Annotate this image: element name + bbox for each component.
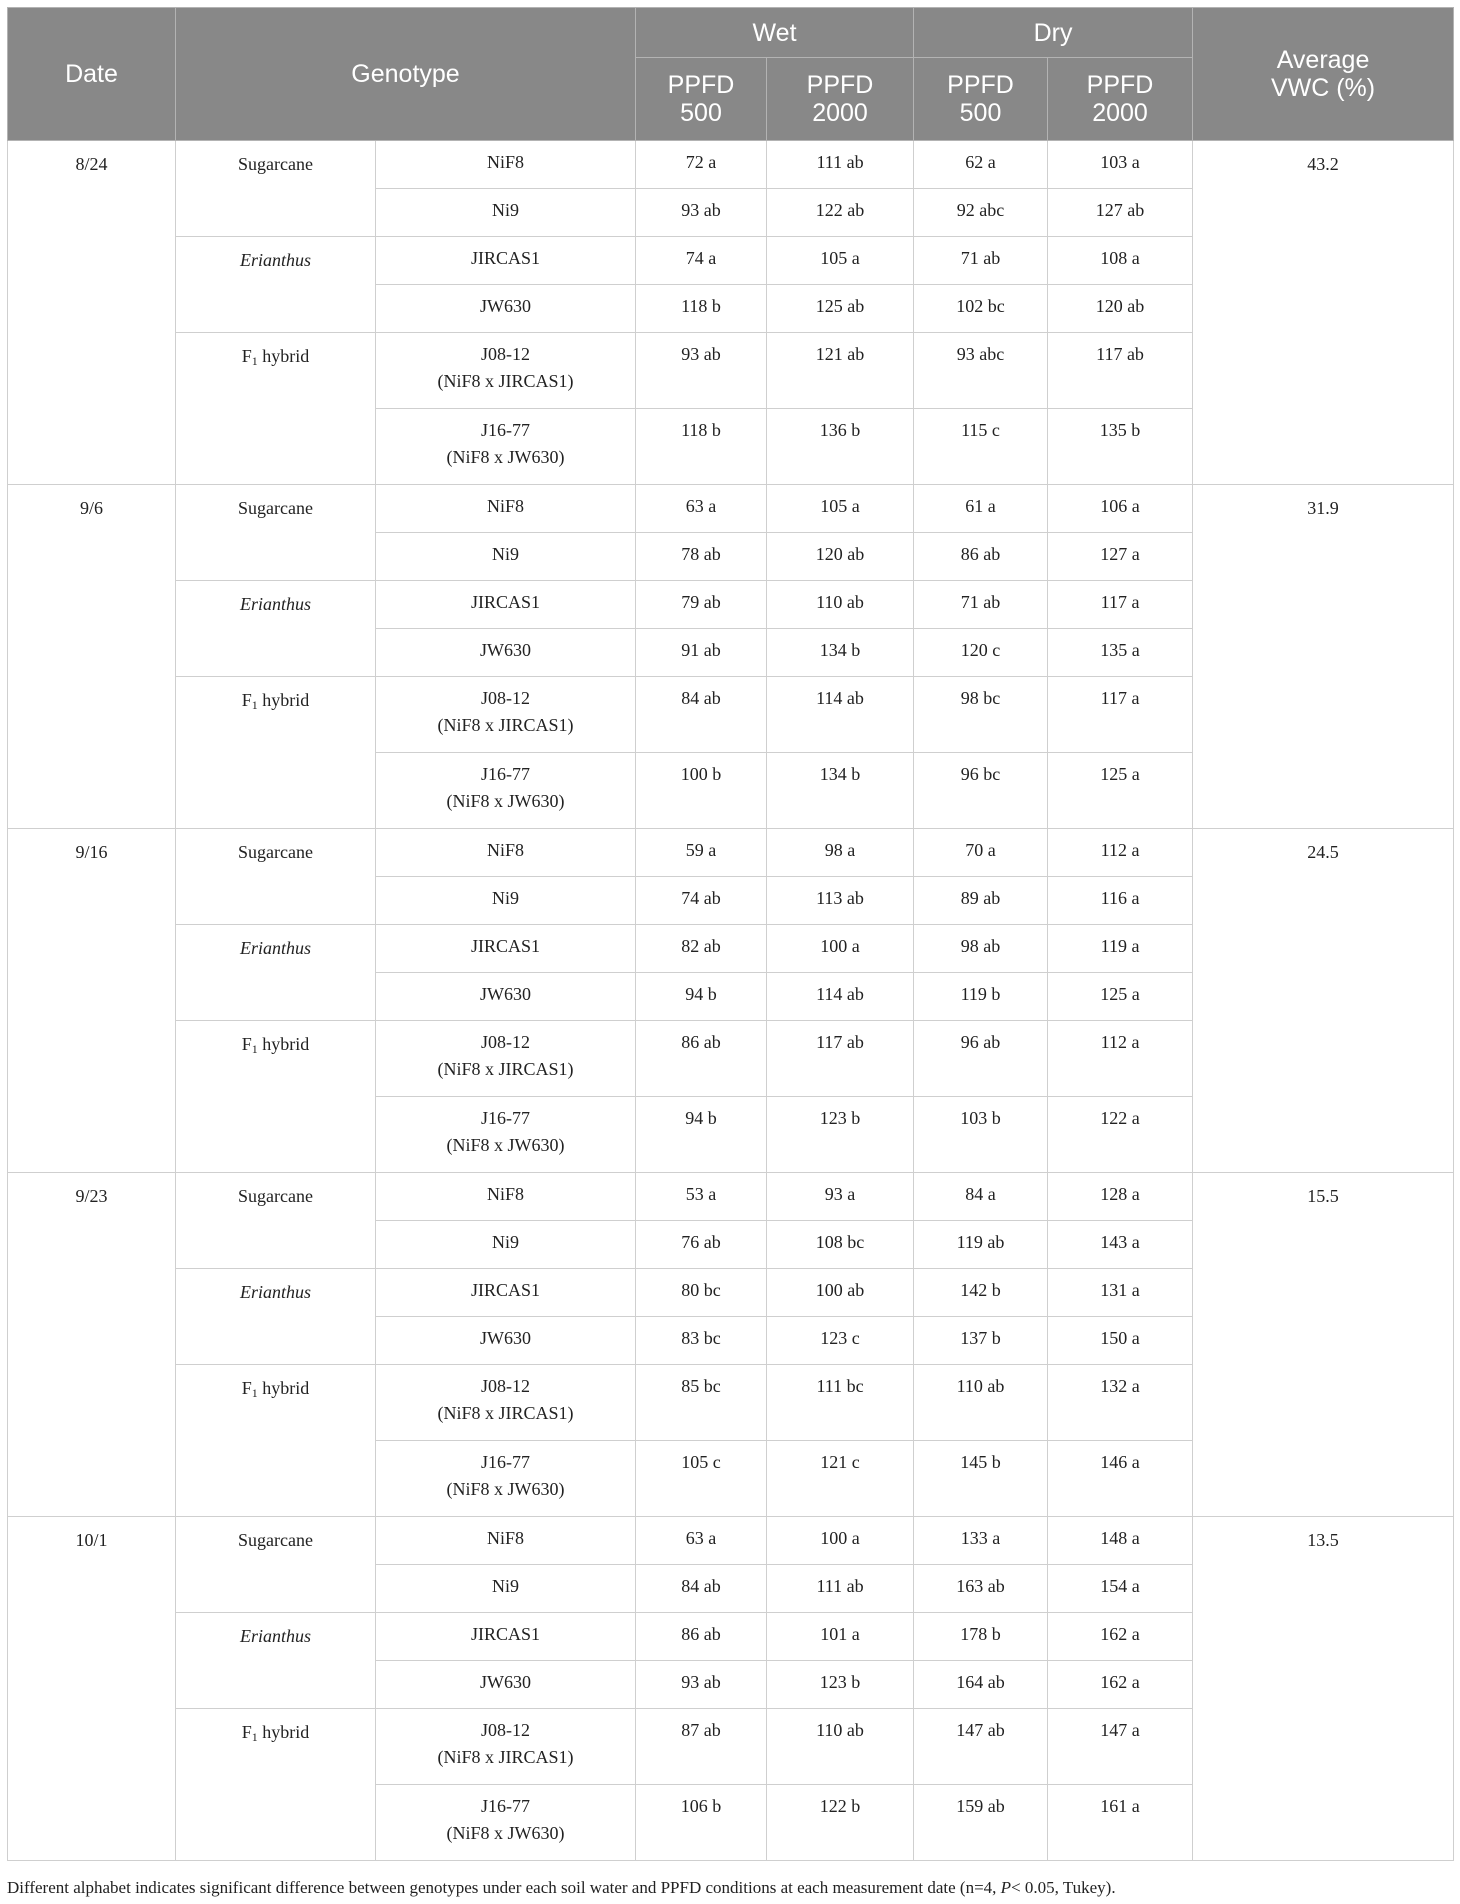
genotype-name: Ni9 [492,888,519,908]
dry-ppfd-500-cell: 61 a [914,485,1048,533]
genotype-cell [376,1097,636,1173]
wet-ppfd-500-cell: 105 c [636,1441,767,1517]
dry-ppfd-500-cell: 145 b [914,1441,1048,1517]
genotype-cell [376,1441,636,1517]
group-cell [176,1709,376,1861]
dry-ppfd-500-cell: 89 ab [914,877,1048,925]
genotype-name: JIRCAS1 [470,592,541,612]
group-cell [176,1613,376,1709]
header-wet-ppfd-2000 [767,58,914,141]
genotype-cell [376,1221,636,1269]
dry-ppfd-2000-cell: 132 a [1048,1365,1193,1441]
dry-ppfd-500-cell: 178 b [914,1613,1048,1661]
genotype-cell [376,189,636,237]
group-cell [176,333,376,485]
genotype-cross: (NiF8 x JW630) [446,1135,565,1155]
genotype-cross: (NiF8 x JIRCAS1) [437,1403,574,1423]
genotype-cell [376,1021,636,1097]
dry-ppfd-2000-cell: 146 a [1048,1441,1193,1517]
dry-ppfd-2000-cell: 131 a [1048,1269,1193,1317]
group-cell [176,581,376,677]
dry-ppfd-2000-cell: 125 a [1048,973,1193,1021]
group-label-subscript: 1 [251,698,258,712]
wet-ppfd-500-cell: 100 b [636,753,767,829]
group-cell [176,1269,376,1365]
dry-ppfd-500-cell: 98 bc [914,677,1048,753]
dry-ppfd-500-cell: 115 c [914,409,1048,485]
wet-ppfd-500-cell: 76 ab [636,1221,767,1269]
dry-ppfd-2000-cell: 112 a [1048,829,1193,877]
footnote [7,1878,1453,1898]
header-dry-ppfd-500 [914,58,1048,141]
group-cell [176,1365,376,1517]
dry-ppfd-2000-cell: 116 a [1048,877,1193,925]
dry-ppfd-500-cell: 110 ab [914,1365,1048,1441]
wet-ppfd-2000-cell: 111 ab [767,141,914,189]
group-label: Sugarcane [238,842,313,862]
genotype-cross: (NiF8 x JIRCAS1) [437,1747,574,1767]
header-genotype: Genotype [176,8,636,141]
genotype-cell [376,409,636,485]
header-wet-ppfd-2000-label: PPFD 2000 [806,71,874,127]
wet-ppfd-500-cell: 94 b [636,1097,767,1173]
wet-ppfd-500-cell: 63 a [636,485,767,533]
wet-ppfd-500-cell: 93 ab [636,189,767,237]
genotype-cell [376,285,636,333]
wet-ppfd-2000-cell: 121 c [767,1441,914,1517]
wet-ppfd-500-cell: 84 ab [636,1565,767,1613]
dry-ppfd-500-cell: 163 ab [914,1565,1048,1613]
genotype-name: J16-77 [481,1108,530,1128]
wet-ppfd-2000-cell: 120 ab [767,533,914,581]
table-row [8,1173,1454,1221]
dry-ppfd-2000-cell: 162 a [1048,1613,1193,1661]
dry-ppfd-2000-cell: 150 a [1048,1317,1193,1365]
header-average-vwc [1193,8,1454,141]
genotype-cell [376,1613,636,1661]
header-average-vwc-label: Average VWC (%) [1270,46,1376,102]
date-cell: 9/6 [8,485,176,829]
genotype-name: NiF8 [487,152,525,172]
dry-ppfd-500-cell: 147 ab [914,1709,1048,1785]
dry-ppfd-2000-cell: 117 a [1048,677,1193,753]
group-cell [176,1517,376,1613]
group-cell [176,485,376,581]
table-header [8,8,1454,141]
genotype-cell [376,629,636,677]
table-row [8,485,1454,533]
dry-ppfd-2000-cell: 135 b [1048,409,1193,485]
wet-ppfd-2000-cell: 113 ab [767,877,914,925]
dry-ppfd-500-cell: 96 ab [914,1021,1048,1097]
header-wet-ppfd-500 [636,58,767,141]
group-label: Erianthus [239,594,311,614]
dry-ppfd-500-cell: 137 b [914,1317,1048,1365]
wet-ppfd-500-cell: 59 a [636,829,767,877]
genotype-cell [376,1173,636,1221]
group-label-prefix: F [241,690,252,710]
date-cell: 9/23 [8,1173,176,1517]
genotype-cell [376,753,636,829]
group-label-prefix: F [241,1378,252,1398]
average-vwc-cell: 43.2 [1193,141,1454,485]
genotype-cell [376,829,636,877]
genotype-name: J08-12 [481,1376,530,1396]
wet-ppfd-2000-cell: 108 bc [767,1221,914,1269]
genotype-cell [376,1785,636,1861]
average-vwc-cell: 31.9 [1193,485,1454,829]
table-row [8,1517,1454,1565]
dry-ppfd-2000-cell: 162 a [1048,1661,1193,1709]
dry-ppfd-2000-cell: 128 a [1048,1173,1193,1221]
wet-ppfd-500-cell: 80 bc [636,1269,767,1317]
dry-ppfd-2000-cell: 108 a [1048,237,1193,285]
dry-ppfd-2000-cell: 147 a [1048,1709,1193,1785]
footnote-text-end: < 0.05, Tukey). [1011,1878,1116,1897]
genotype-cell [376,973,636,1021]
dry-ppfd-2000-cell: 125 a [1048,753,1193,829]
wet-ppfd-2000-cell: 125 ab [767,285,914,333]
group-label-suffix: hybrid [257,346,310,366]
genotype-cross: (NiF8 x JIRCAS1) [437,715,574,735]
group-cell [176,677,376,829]
dry-ppfd-2000-cell: 119 a [1048,925,1193,973]
dry-ppfd-500-cell: 133 a [914,1517,1048,1565]
group-label: Erianthus [239,1626,311,1646]
group-label-subscript: 1 [251,1042,258,1056]
dry-ppfd-500-cell: 119 ab [914,1221,1048,1269]
wet-ppfd-500-cell: 86 ab [636,1613,767,1661]
genotype-cell [376,237,636,285]
wet-ppfd-2000-cell: 123 c [767,1317,914,1365]
wet-ppfd-2000-cell: 134 b [767,629,914,677]
header-date: Date [8,8,176,141]
group-label: Erianthus [239,938,311,958]
group-label: Erianthus [239,1282,311,1302]
wet-ppfd-2000-cell: 123 b [767,1097,914,1173]
group-label-suffix: hybrid [257,1378,310,1398]
group-label: Sugarcane [238,498,313,518]
genotype-name: JW630 [480,984,531,1004]
dry-ppfd-500-cell: 98 ab [914,925,1048,973]
genotype-cell [376,1517,636,1565]
genotype-cell [376,925,636,973]
wet-ppfd-500-cell: 91 ab [636,629,767,677]
dry-ppfd-500-cell: 84 a [914,1173,1048,1221]
wet-ppfd-500-cell: 118 b [636,409,767,485]
dry-ppfd-2000-cell: 120 ab [1048,285,1193,333]
wet-ppfd-2000-cell: 110 ab [767,581,914,629]
group-label: Sugarcane [238,1530,313,1550]
group-label-prefix: F [241,346,252,366]
genotype-name: JW630 [480,1672,531,1692]
genotype-name: JIRCAS1 [470,1280,541,1300]
genotype-name: JIRCAS1 [470,1624,541,1644]
genotype-name: J16-77 [481,1452,530,1472]
dry-ppfd-500-cell: 86 ab [914,533,1048,581]
dry-ppfd-2000-cell: 103 a [1048,141,1193,189]
dry-ppfd-500-cell: 62 a [914,141,1048,189]
group-cell [176,925,376,1021]
genotype-cell [376,1365,636,1441]
genotype-name: J08-12 [481,344,530,364]
genotype-name: JW630 [480,296,531,316]
wet-ppfd-2000-cell: 105 a [767,237,914,285]
group-label-subscript: 1 [251,1386,258,1400]
wet-ppfd-2000-cell: 100 a [767,1517,914,1565]
group-cell [176,1173,376,1269]
header-wet-ppfd-500-label: PPFD 500 [667,71,735,127]
genotype-name: J08-12 [481,1032,530,1052]
dry-ppfd-2000-cell: 122 a [1048,1097,1193,1173]
genotype-name: NiF8 [487,1184,525,1204]
genotype-cell [376,1269,636,1317]
group-cell [176,141,376,237]
wet-ppfd-2000-cell: 111 ab [767,1565,914,1613]
wet-ppfd-2000-cell: 105 a [767,485,914,533]
date-cell: 8/24 [8,141,176,485]
genotype-name: NiF8 [487,1528,525,1548]
dry-ppfd-2000-cell: 143 a [1048,1221,1193,1269]
table-body [8,141,1454,1861]
group-label: Sugarcane [238,1186,313,1206]
wet-ppfd-500-cell: 78 ab [636,533,767,581]
average-vwc-cell: 15.5 [1193,1173,1454,1517]
header-dry: Dry [914,8,1193,58]
genotype-name: NiF8 [487,840,525,860]
genotype-name: J16-77 [481,1796,530,1816]
genotype-cross: (NiF8 x JIRCAS1) [437,371,574,391]
dry-ppfd-500-cell: 70 a [914,829,1048,877]
dry-ppfd-2000-cell: 127 a [1048,533,1193,581]
table-row [8,141,1454,189]
genotype-cross: (NiF8 x JW630) [446,1823,565,1843]
group-label: Erianthus [239,250,311,270]
wet-ppfd-2000-cell: 114 ab [767,973,914,1021]
dry-ppfd-500-cell: 159 ab [914,1785,1048,1861]
wet-ppfd-500-cell: 94 b [636,973,767,1021]
wet-ppfd-500-cell: 63 a [636,1517,767,1565]
genotype-cross: (NiF8 x JIRCAS1) [437,1059,574,1079]
dry-ppfd-500-cell: 142 b [914,1269,1048,1317]
table-container [7,7,1453,1861]
group-label-prefix: F [241,1034,252,1054]
footnote-text: Different alphabet indicates significant difference between genotypes under each soil water and PPFD conditions at each measurement date (n=4, [7,1878,1001,1897]
group-label-suffix: hybrid [257,1722,310,1742]
wet-ppfd-500-cell: 82 ab [636,925,767,973]
wet-ppfd-2000-cell: 114 ab [767,677,914,753]
genotype-name: JW630 [480,1328,531,1348]
group-label-suffix: hybrid [257,690,310,710]
wet-ppfd-500-cell: 79 ab [636,581,767,629]
dry-ppfd-2000-cell: 117 a [1048,581,1193,629]
dry-ppfd-500-cell: 164 ab [914,1661,1048,1709]
genotype-cross: (NiF8 x JW630) [446,1479,565,1499]
genotype-name: Ni9 [492,544,519,564]
wet-ppfd-500-cell: 87 ab [636,1709,767,1785]
dry-ppfd-2000-cell: 117 ab [1048,333,1193,409]
wet-ppfd-500-cell: 83 bc [636,1317,767,1365]
dry-ppfd-2000-cell: 112 a [1048,1021,1193,1097]
wet-ppfd-2000-cell: 121 ab [767,333,914,409]
genotype-name: JW630 [480,640,531,660]
genotype-cross: (NiF8 x JW630) [446,791,565,811]
wet-ppfd-2000-cell: 122 b [767,1785,914,1861]
wet-ppfd-500-cell: 72 a [636,141,767,189]
footnote-p: P [1000,1878,1012,1897]
dry-ppfd-2000-cell: 106 a [1048,485,1193,533]
genotype-cell [376,1709,636,1785]
dry-ppfd-500-cell: 102 bc [914,285,1048,333]
dry-ppfd-500-cell: 71 ab [914,237,1048,285]
genotype-cell [376,1565,636,1613]
genotype-name: Ni9 [492,1232,519,1252]
genotype-cell [376,1317,636,1365]
dry-ppfd-500-cell: 71 ab [914,581,1048,629]
dry-ppfd-500-cell: 92 abc [914,189,1048,237]
wet-ppfd-500-cell: 53 a [636,1173,767,1221]
wet-ppfd-2000-cell: 110 ab [767,1709,914,1785]
genotype-name: J08-12 [481,688,530,708]
dry-ppfd-500-cell: 119 b [914,973,1048,1021]
wet-ppfd-500-cell: 93 ab [636,333,767,409]
wet-ppfd-500-cell: 74 a [636,237,767,285]
header-wet: Wet [636,8,914,58]
group-cell [176,829,376,925]
dry-ppfd-2000-cell: 148 a [1048,1517,1193,1565]
genotype-cell [376,141,636,189]
wet-ppfd-2000-cell: 136 b [767,409,914,485]
wet-ppfd-2000-cell: 100 a [767,925,914,973]
header-dry-ppfd-500-label: PPFD 500 [947,71,1014,127]
group-label-subscript: 1 [251,354,258,368]
table-row [8,829,1454,877]
group-cell [176,1021,376,1173]
genotype-name: J16-77 [481,764,530,784]
genotype-cell [376,677,636,753]
wet-ppfd-500-cell: 106 b [636,1785,767,1861]
wet-ppfd-2000-cell: 101 a [767,1613,914,1661]
wet-ppfd-500-cell: 85 bc [636,1365,767,1441]
dry-ppfd-500-cell: 93 abc [914,333,1048,409]
genotype-name: Ni9 [492,1576,519,1596]
dry-ppfd-2000-cell: 135 a [1048,629,1193,677]
genotype-cell [376,533,636,581]
genotype-cell [376,1661,636,1709]
data-table [7,7,1454,1861]
genotype-cross: (NiF8 x JW630) [446,447,565,467]
genotype-name: JIRCAS1 [470,936,541,956]
group-label-suffix: hybrid [257,1034,310,1054]
wet-ppfd-500-cell: 118 b [636,285,767,333]
genotype-name: NiF8 [487,496,525,516]
average-vwc-cell: 24.5 [1193,829,1454,1173]
genotype-name: J16-77 [481,420,530,440]
group-cell [176,237,376,333]
genotype-name: Ni9 [492,200,519,220]
dry-ppfd-500-cell: 120 c [914,629,1048,677]
average-vwc-cell: 13.5 [1193,1517,1454,1861]
wet-ppfd-2000-cell: 123 b [767,1661,914,1709]
genotype-name: JIRCAS1 [470,248,541,268]
wet-ppfd-500-cell: 74 ab [636,877,767,925]
wet-ppfd-2000-cell: 98 a [767,829,914,877]
group-label-prefix: F [241,1722,252,1742]
wet-ppfd-500-cell: 93 ab [636,1661,767,1709]
wet-ppfd-2000-cell: 111 bc [767,1365,914,1441]
genotype-name: J08-12 [481,1720,530,1740]
header-dry-ppfd-2000-label: PPFD 2000 [1086,71,1154,127]
wet-ppfd-2000-cell: 122 ab [767,189,914,237]
dry-ppfd-2000-cell: 161 a [1048,1785,1193,1861]
dry-ppfd-2000-cell: 127 ab [1048,189,1193,237]
genotype-cell [376,877,636,925]
wet-ppfd-500-cell: 86 ab [636,1021,767,1097]
wet-ppfd-500-cell: 84 ab [636,677,767,753]
dry-ppfd-500-cell: 96 bc [914,753,1048,829]
group-label: Sugarcane [238,154,313,174]
dry-ppfd-500-cell: 103 b [914,1097,1048,1173]
wet-ppfd-2000-cell: 100 ab [767,1269,914,1317]
wet-ppfd-2000-cell: 117 ab [767,1021,914,1097]
dry-ppfd-2000-cell: 154 a [1048,1565,1193,1613]
genotype-cell [376,485,636,533]
wet-ppfd-2000-cell: 93 a [767,1173,914,1221]
group-label-subscript: 1 [251,1730,258,1744]
wet-ppfd-2000-cell: 134 b [767,753,914,829]
header-dry-ppfd-2000 [1048,58,1193,141]
genotype-cell [376,581,636,629]
date-cell: 10/1 [8,1517,176,1861]
genotype-cell [376,333,636,409]
date-cell: 9/16 [8,829,176,1173]
